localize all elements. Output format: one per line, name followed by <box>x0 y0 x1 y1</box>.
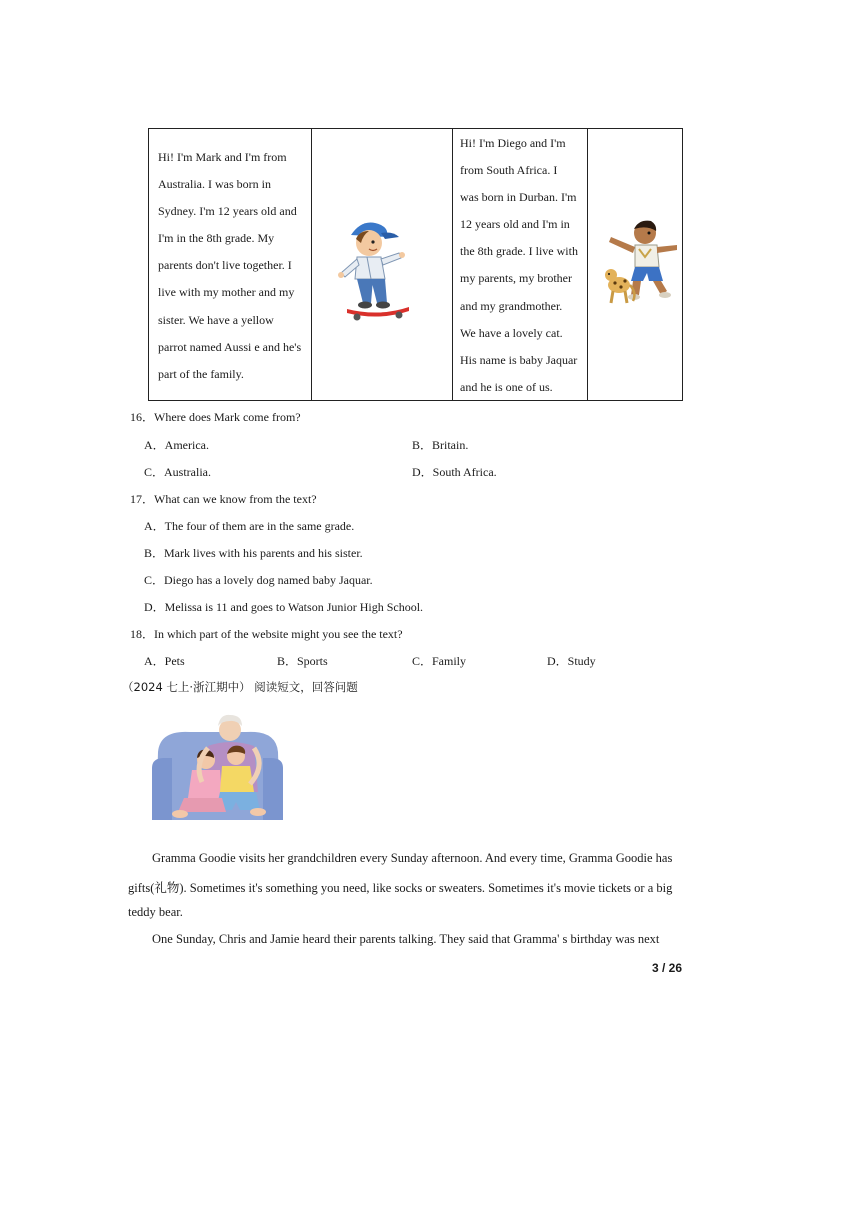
diego-line: and my grandmother. <box>460 298 563 313</box>
q18-option-c: C．Family <box>412 654 467 668</box>
question-16-stem: 16．Where does Mark come from? <box>130 410 301 424</box>
mark-line: sister. We have a yellow <box>158 312 274 327</box>
section-header: （2024 七上·浙江期中） 阅读短文，回答问题 <box>122 680 358 694</box>
q16-option-c: C．Australia. <box>144 465 211 479</box>
table-divider <box>452 129 453 400</box>
grandmother-hug-illustration <box>150 712 285 822</box>
profile-table <box>148 128 683 401</box>
mark-line: part of the family. <box>158 366 244 381</box>
diego-line: was born in Durban. I'm <box>460 190 577 205</box>
mark-line: Hi! I'm Mark and I'm from <box>158 150 287 164</box>
q17-option-d: D．Melissa is 11 and goes to Watson Junior High School. <box>144 600 424 614</box>
mark-line: parrot named Aussi e and he's <box>158 339 302 354</box>
q17-option-a: A．The four of them are in the same grade. <box>144 519 355 533</box>
diego-jaguar-illustration <box>601 215 683 313</box>
q16-option-d: D．South Africa. <box>412 465 497 479</box>
table-divider <box>587 129 588 400</box>
diego-line: the 8th grade. I live with <box>460 244 578 259</box>
passage-line: gifts(礼物). Sometimes it's something you need, like socks or sweaters. Sometimes it's movie tickets or a big <box>128 881 673 895</box>
diego-line: We have a lovely cat. <box>460 325 563 340</box>
q18-option-a: A．Pets <box>144 654 185 668</box>
passage-line: teddy bear. <box>128 905 183 919</box>
q17-option-c: C．Diego has a lovely dog named baby Jaquar. <box>144 573 373 587</box>
q18-option-b: B．Sports <box>277 654 328 668</box>
diego-line: my parents, my brother <box>460 271 572 286</box>
question-18-stem: 18．In which part of the website might you see the text? <box>130 627 403 641</box>
q16-option-a: A．America. <box>144 438 209 452</box>
table-divider <box>311 129 312 400</box>
question-17-stem: 17．What can we know from the text? <box>130 492 317 506</box>
q18-option-d: D．Study <box>547 654 596 668</box>
passage-line: Gramma Goodie visits her grandchildren every Sunday afternoon. And every time, Gramma Goodie has <box>152 851 673 865</box>
mark-line: parents don't live together. I <box>158 258 292 273</box>
mark-line: I'm in the 8th grade. My <box>158 231 275 246</box>
page-number: 3 / 26 <box>652 961 683 975</box>
diego-line: His name is baby Jaquar <box>460 352 578 367</box>
diego-line: and he is one of us. <box>460 379 553 394</box>
mark-line: Sydney. I'm 12 years old and <box>158 204 297 219</box>
q17-option-b: B．Mark lives with his parents and his sister. <box>144 546 363 560</box>
mark-line: live with my mother and my <box>158 285 295 300</box>
diego-line: from South Africa. I <box>460 163 558 178</box>
mark-profile-text <box>158 144 301 388</box>
mark-line: Australia. I was born in <box>158 177 271 192</box>
diego-profile-text <box>460 130 578 401</box>
diego-line: Hi! I'm Diego and I'm <box>460 136 566 150</box>
q16-option-b: B．Britain. <box>412 438 469 452</box>
passage-line: One Sunday, Chris and Jamie heard their parents talking. They said that Gramma' s birthday was next <box>152 932 660 946</box>
skateboard-boy-illustration <box>329 213 419 323</box>
diego-line: 12 years old and I'm in <box>460 217 570 232</box>
